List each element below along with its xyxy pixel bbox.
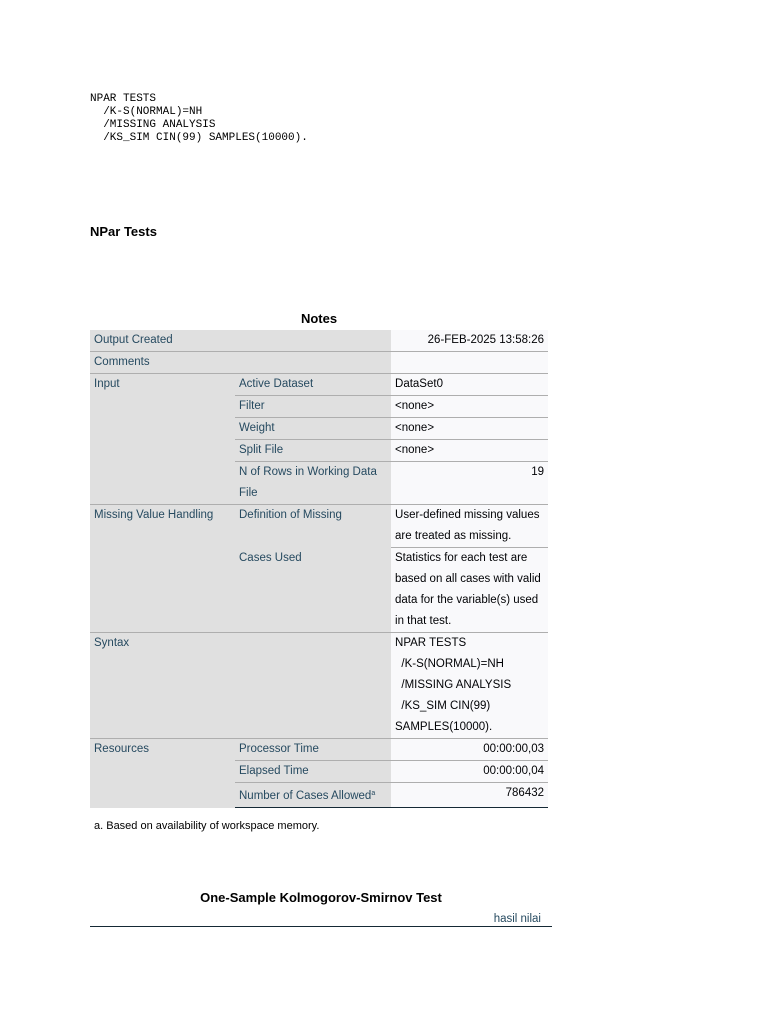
row-subheader: Processor Time (235, 739, 391, 761)
syntax-block (90, 93, 308, 145)
cell-value: 00:00:00,04 (391, 761, 548, 783)
row-subheader: Cases Used (235, 548, 391, 633)
cell-value: 26-FEB-2025 13:58:26 (391, 330, 548, 352)
cell-value: 00:00:00,03 (391, 739, 548, 761)
syntax-line: /KS_SIM CIN(99) SAMPLES(10000). (90, 132, 308, 144)
row-subheader: Weight (235, 418, 391, 440)
row-subheader: N of Rows in Working Data File (235, 462, 391, 505)
cell-value: <none> (391, 418, 548, 440)
table-row (90, 633, 548, 739)
cell-value: <none> (391, 396, 548, 418)
cell-value: DataSet0 (391, 374, 548, 396)
ks-table-title: One-Sample Kolmogorov-Smirnov Test (200, 890, 442, 905)
cell-value (391, 352, 548, 374)
column-header: hasil nilai (493, 913, 541, 925)
syntax-line: /MISSING ANALYSIS (90, 119, 216, 131)
footnote-marker: a (371, 790, 376, 797)
cell-value: <none> (391, 440, 548, 462)
row-header: Output Created (90, 330, 391, 352)
row-header: Missing Value Handling (90, 505, 235, 633)
row-header: Resources (90, 739, 235, 808)
row-subheader: Filter (235, 396, 391, 418)
cell-value: Statistics for each test are based on all cases with valid data for the variable(s) used in that test. (391, 548, 548, 633)
cell-value: NPAR TESTS /K-S(NORMAL)=NH /MISSING ANALYSIS /KS_SIM CIN(99) SAMPLES(10000). (391, 633, 548, 739)
table-row (90, 330, 548, 352)
table-row (90, 505, 548, 548)
table-row (90, 352, 548, 374)
row-subheader-text: Number of Cases Allowed (239, 790, 372, 802)
section-title: NPar Tests (90, 224, 157, 239)
ks-table-header (90, 910, 552, 927)
row-header: Input (90, 374, 235, 505)
cell-value: 786432 (391, 783, 548, 808)
table-row (90, 739, 548, 761)
syntax-line: NPAR TESTS (90, 93, 157, 105)
notes-table-title: Notes (300, 311, 338, 326)
syntax-line: /K-S(NORMAL)=NH (90, 106, 203, 118)
row-subheader (235, 783, 391, 808)
cell-value: User-defined missing values are treated as missing. (391, 505, 548, 548)
row-subheader: Active Dataset (235, 374, 391, 396)
row-header: Comments (90, 352, 391, 374)
row-subheader: Definition of Missing (235, 505, 391, 548)
row-subheader: Split File (235, 440, 391, 462)
notes-table (90, 330, 548, 808)
row-header: Syntax (90, 633, 391, 739)
footnote: a. Based on availability of workspace memory. (94, 820, 320, 832)
cell-value: 19 (391, 462, 548, 505)
table-row (90, 374, 548, 396)
row-subheader: Elapsed Time (235, 761, 391, 783)
